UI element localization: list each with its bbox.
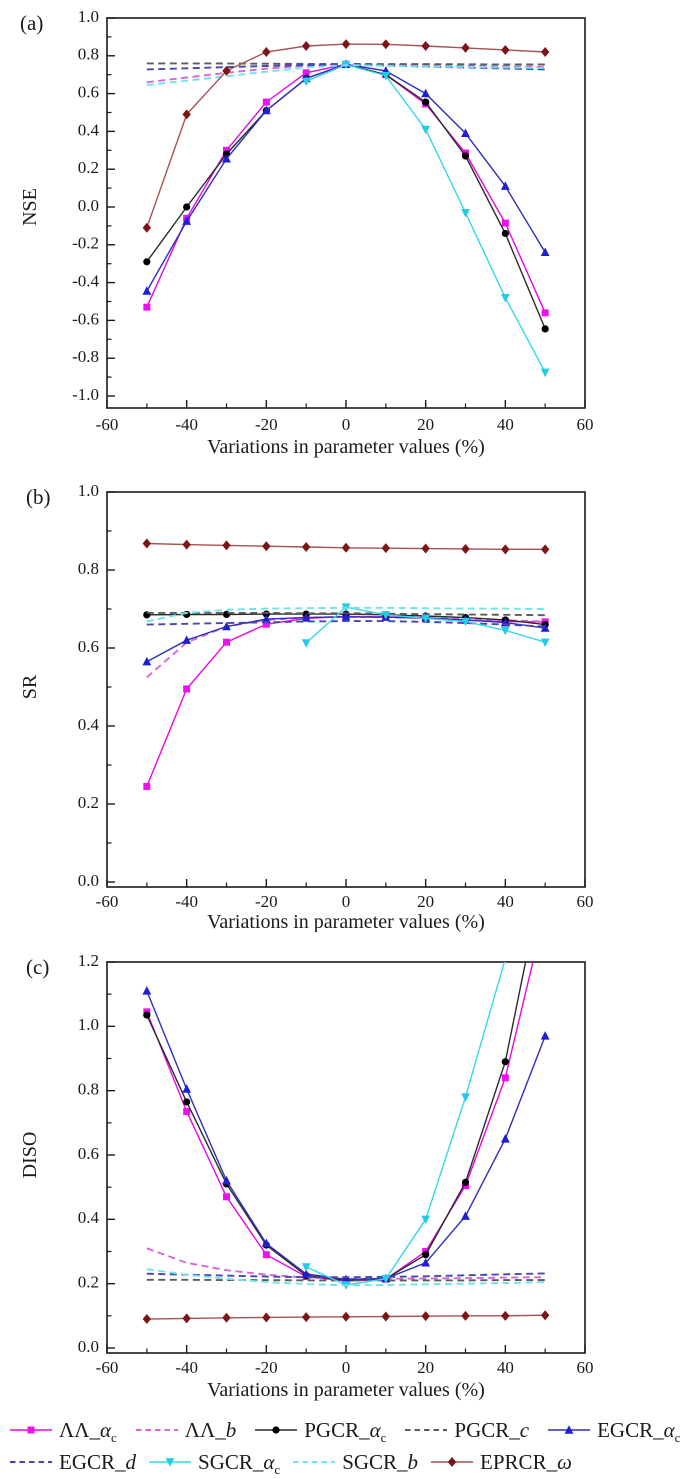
legend — [0, 1408, 680, 1478]
x-axis-title: Variations in parameter values (%) — [207, 911, 485, 932]
series-line-ll_ac — [147, 616, 545, 786]
y-tick-label: 0.6 — [77, 1143, 99, 1163]
series-area — [142, 39, 549, 377]
y-axis — [78, 481, 115, 890]
series-line-ll_ac — [147, 937, 545, 1281]
series-line-pgcr_ac — [147, 937, 545, 1280]
series-markers-egcr_ac — [142, 986, 549, 1283]
y-axis-title: DISO — [19, 1131, 41, 1179]
legend-label-ll_b: ΛΛ_b — [184, 1417, 237, 1442]
legend-item-pgcr_ac — [253, 1418, 386, 1443]
series-markers-ll_ac — [143, 613, 548, 790]
legend-item-ll_ac — [8, 1418, 117, 1443]
legend-sample-ll_ac — [8, 1422, 54, 1438]
series-markers-eprcr_w — [143, 538, 550, 554]
x-tick-label: 60 — [576, 415, 594, 434]
legend-label-egcr_ac: $EGCR\_\alpha_c$ — [597, 1417, 680, 1445]
x-tick-label: 0 — [341, 892, 351, 911]
legend-label-pgcr_c: PGCR_c — [454, 1417, 530, 1442]
x-tick-label: 40 — [496, 415, 514, 434]
x-axis — [96, 879, 594, 911]
x-tick-label: -60 — [95, 892, 119, 911]
y-tick-label: 1.0 — [77, 480, 99, 500]
x-tick-label: -20 — [254, 1358, 278, 1377]
series-area — [142, 937, 549, 1324]
y-tick-label: 0.0 — [77, 870, 99, 890]
series-markers-pgcr_ac — [143, 61, 549, 333]
x-tick-label: -40 — [175, 415, 199, 434]
legend-row-1 — [8, 1414, 680, 1446]
x-axis — [96, 400, 594, 434]
y-tick-label: 0.4 — [77, 1208, 99, 1228]
y-axis — [78, 951, 115, 1356]
x-tick-label: -40 — [175, 892, 199, 911]
series-markers-eprcr_w — [143, 1310, 550, 1324]
y-tick-label: 0.8 — [77, 558, 99, 578]
x-tick-label: 20 — [417, 892, 435, 911]
y-tick-label: -0.6 — [72, 309, 99, 329]
plot-border — [107, 18, 585, 408]
chart-panel-a — [0, 0, 680, 467]
legend-label-sgcr_b: SGCR_b — [342, 1449, 419, 1474]
legend-sample-ll_b — [134, 1422, 180, 1438]
y-tick-label: 0.6 — [77, 82, 99, 102]
y-axis-title: NSE — [19, 188, 41, 226]
x-axis-title: Variations in parameter values (%) — [207, 1379, 485, 1401]
chart-panel-c — [0, 937, 680, 1408]
series-line-ll_ac — [147, 64, 545, 312]
y-tick-label: -0.8 — [72, 347, 99, 367]
legend-sample-egcr_ac — [546, 1422, 592, 1438]
legend-label-ll_ac: $\Lambda\Lambda\_\alpha_c$ — [59, 1417, 117, 1445]
y-tick-label: 0.8 — [77, 44, 99, 64]
series-area — [142, 538, 549, 789]
y-tick-label: -0.4 — [72, 271, 99, 291]
y-tick-label: 0.2 — [77, 158, 99, 178]
legend-sample-pgcr_ac — [253, 1422, 299, 1438]
series-line-egcr_ac — [147, 64, 545, 291]
x-axis — [96, 1345, 594, 1377]
series-markers-pgcr_ac — [143, 937, 549, 1284]
legend-sample-sgcr_b — [291, 1454, 337, 1470]
chart-c-svg — [0, 937, 680, 1403]
x-tick-label: 0 — [341, 415, 351, 434]
y-axis — [72, 7, 115, 404]
series-markers-ll_ac — [143, 937, 548, 1285]
legend-item-sgcr_ac — [147, 1450, 280, 1475]
legend-label-egcr_d: EGCR_d — [59, 1449, 137, 1474]
x-tick-label: 60 — [576, 1358, 594, 1377]
legend-item-eprcr_w — [429, 1450, 572, 1475]
y-tick-label: 0.8 — [77, 1079, 99, 1099]
x-tick-label: 20 — [417, 1358, 435, 1377]
x-tick-label: 40 — [496, 892, 514, 911]
series-line-sgcr_ac — [306, 65, 545, 373]
y-tick-label: 1.0 — [77, 6, 99, 26]
legend-sample-pgcr_c — [403, 1422, 449, 1438]
panel-label: (c) — [26, 955, 50, 979]
legend-item-egcr_d — [8, 1450, 136, 1475]
x-tick-label: -40 — [175, 1358, 199, 1377]
legend-label-eprcr_w: EPRCR_ω — [480, 1449, 572, 1474]
legend-sample-eprcr_w — [429, 1454, 475, 1470]
x-axis-title: Variations in parameter values (%) — [207, 436, 485, 458]
legend-item-sgcr_b — [291, 1450, 418, 1475]
x-tick-label: 40 — [496, 1358, 514, 1377]
series-markers-sgcr_ac — [302, 955, 510, 1290]
y-tick-label: 0.2 — [77, 792, 99, 812]
legend-item-egcr_ac — [546, 1418, 680, 1443]
legend-item-pgcr_c — [403, 1418, 529, 1443]
series-markers-egcr_ac — [142, 60, 549, 295]
y-axis-title: SR — [19, 674, 41, 700]
panel-label: (b) — [26, 485, 51, 509]
chart-panel-b — [0, 467, 680, 937]
chart-a-svg — [0, 0, 680, 462]
series-markers-sgcr_ac — [302, 603, 550, 647]
x-tick-label: -60 — [95, 1358, 119, 1377]
y-tick-label: -1.0 — [72, 384, 99, 404]
y-tick-label: 0.4 — [77, 714, 99, 734]
y-tick-label: 0.4 — [77, 120, 99, 140]
legend-item-ll_b — [134, 1418, 236, 1443]
y-tick-label: 0.0 — [77, 195, 99, 215]
series-line-egcr_ac — [147, 991, 545, 1280]
series-line-sgcr_ac — [306, 959, 505, 1285]
y-tick-label: 0.2 — [77, 1272, 99, 1292]
series-markers-sgcr_ac — [302, 61, 550, 377]
x-tick-label: -60 — [95, 415, 119, 434]
chart-b-svg — [0, 467, 680, 932]
legend-label-sgcr_ac: $SGCR\_\alpha_c$ — [198, 1449, 281, 1477]
legend-row-2 — [8, 1446, 680, 1478]
y-tick-label: -0.2 — [72, 233, 99, 253]
x-tick-label: 20 — [417, 415, 435, 434]
legend-sample-sgcr_ac — [147, 1454, 193, 1470]
legend-label-pgcr_ac: $PGCR\_\alpha_c$ — [304, 1417, 387, 1445]
x-tick-label: 0 — [341, 1358, 351, 1377]
series-line-eprcr_w — [147, 44, 545, 228]
y-tick-label: 1.2 — [77, 950, 99, 970]
legend-sample-egcr_d — [8, 1454, 54, 1470]
y-tick-label: 0.6 — [77, 636, 99, 656]
x-tick-label: 60 — [576, 892, 594, 911]
series-line-pgcr_ac — [147, 64, 545, 329]
x-tick-label: -20 — [254, 415, 278, 434]
panel-label: (a) — [20, 11, 44, 35]
x-tick-label: -20 — [254, 892, 278, 911]
y-tick-label: 0.0 — [77, 1336, 99, 1356]
y-tick-label: 1.0 — [77, 1015, 99, 1035]
